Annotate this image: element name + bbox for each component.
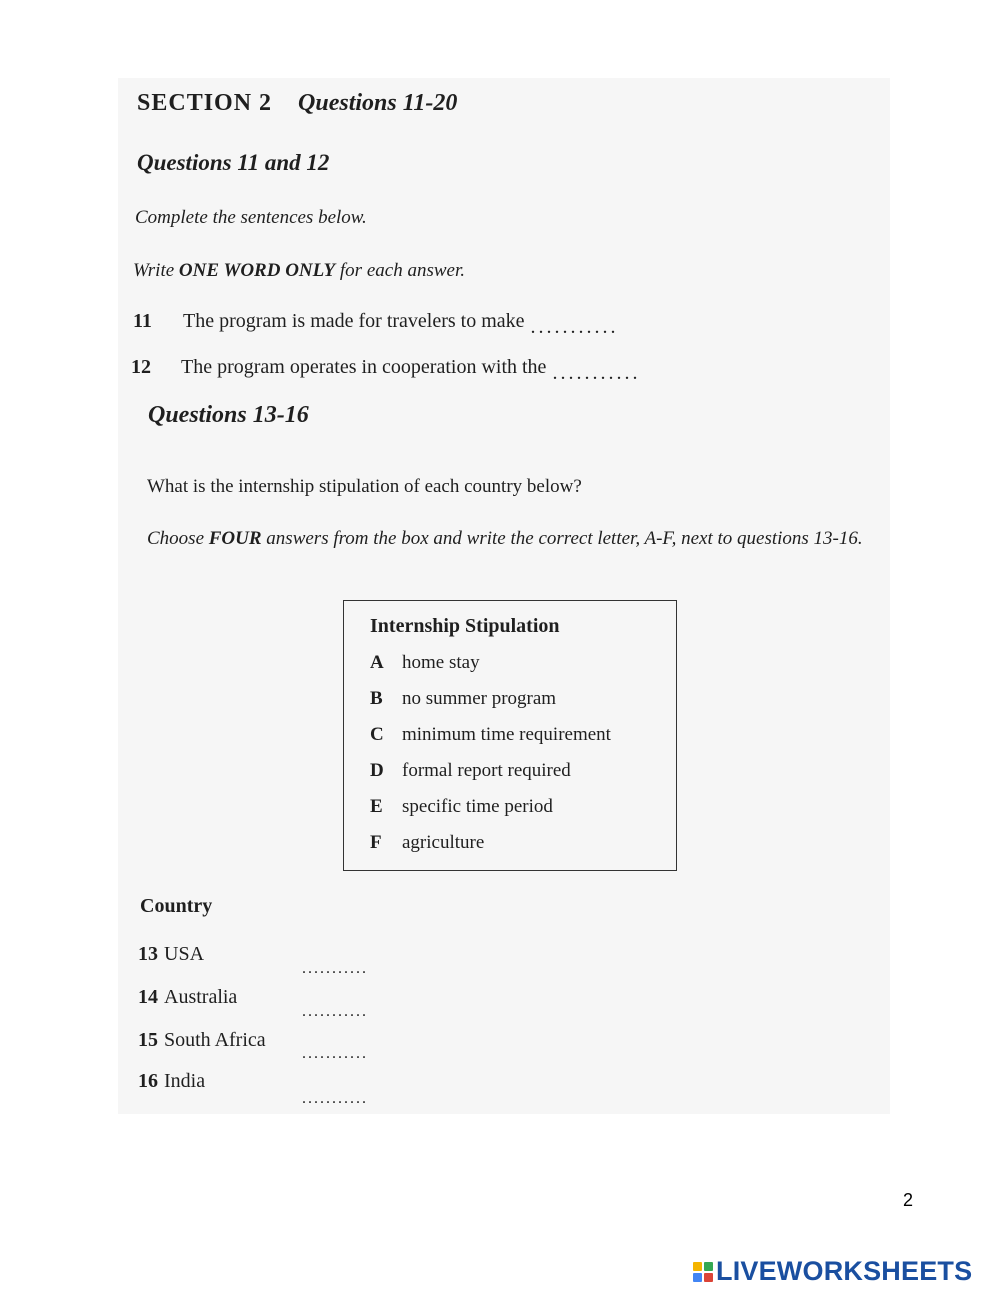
stipulation-box — [343, 600, 677, 871]
country-row-14: 14 Australia — [138, 986, 238, 1008]
question-text: The program operates in cooperation with the — [181, 356, 547, 378]
option-a: A home stay — [370, 652, 480, 673]
liveworksheets-icon — [693, 1262, 713, 1282]
country-answer-blank-15[interactable]: ........... — [302, 1045, 368, 1062]
answer-blank[interactable]: ........... — [552, 362, 641, 384]
internship-question: What is the internship stipulation of each country below? — [147, 476, 582, 497]
answer-blank[interactable]: ........... — [530, 316, 619, 338]
brand-name: LIVEWORKSHEETS — [716, 1256, 973, 1286]
page-number: 2 — [903, 1190, 914, 1210]
country-answer-blank-16[interactable]: ........... — [302, 1090, 368, 1107]
questions-13-16-heading: Questions 13-16 — [148, 402, 309, 428]
option-d: D formal report required — [370, 760, 571, 781]
country-row-13: 13 USA — [138, 943, 205, 965]
question-12 — [131, 356, 641, 384]
option-b: B no summer program — [370, 688, 557, 709]
question-number: 12 — [131, 356, 151, 378]
option-e: E specific time period — [370, 796, 553, 817]
question-number: 11 — [133, 310, 152, 332]
question-11 — [133, 310, 619, 338]
liveworksheets-logo — [693, 1256, 972, 1287]
section-label: SECTION 2 — [137, 90, 273, 116]
box-title: Internship Stipulation — [370, 615, 560, 637]
option-f: F agriculture — [370, 832, 485, 853]
country-row-16: 16 India — [138, 1070, 206, 1092]
country-answer-blank-13[interactable]: ........... — [302, 960, 368, 977]
option-c: C minimum time requirement — [370, 724, 611, 745]
scanned-page-area — [118, 78, 890, 1114]
section-range: Questions 11-20 — [298, 90, 458, 116]
instruction-word-limit: Write ONE WORD ONLY for each answer. — [133, 260, 465, 281]
country-heading: Country — [140, 895, 213, 917]
questions-11-12-heading: Questions 11 and 12 — [137, 150, 330, 175]
country-row-15: 15 South Africa — [138, 1029, 266, 1051]
question-text: The program is made for travelers to make — [183, 310, 525, 332]
instruction-complete: Complete the sentences below. — [135, 207, 367, 228]
country-answer-blank-14[interactable]: ........... — [302, 1003, 368, 1020]
section-title — [137, 90, 457, 117]
choose-instruction: Choose FOUR answers from the box and write the correct letter, A-F, next to questions 13-16. — [147, 528, 863, 549]
